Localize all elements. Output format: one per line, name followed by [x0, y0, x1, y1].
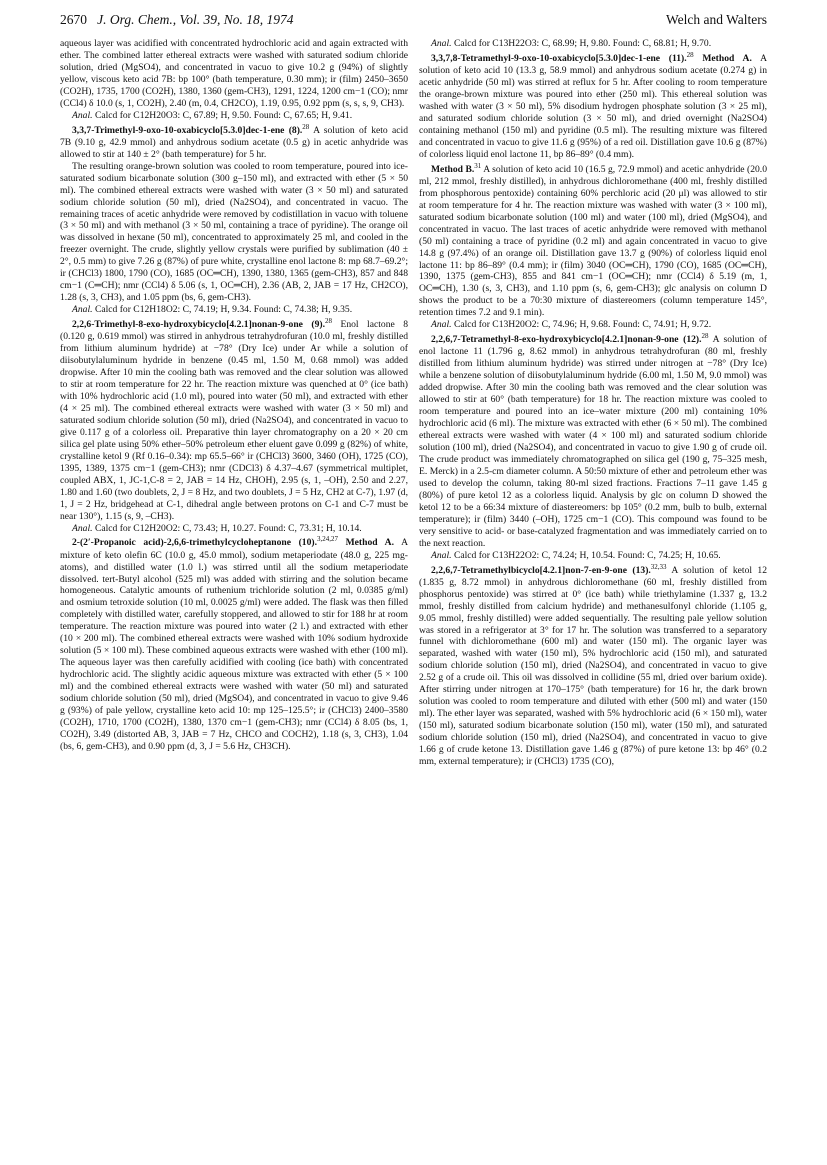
- paragraph-text: Calcd for C13H22O3: C, 68.99; H, 9.80. Found: C, 68.81; H, 9.70.: [453, 38, 712, 49]
- method-paragraph: [419, 161, 767, 320]
- analysis-paragraph: [419, 319, 767, 331]
- compound-paragraph: [60, 534, 408, 752]
- paragraph-text: aqueous layer was acidified with concentrated hydrochloric acid and again extracted with ether. The combined latter ethereal extracts were washed with saturated sodium chloride solution, dried (MgSO4), and concentrated in vacuo to give 10.2 g (94%) of slightly yellow, viscous keto acid 7B: bp 100° (bath temperature, 0.30 mm); ir (film) 2450–3650 (CO2H), 1735, 1700 (CO2H), 1380, 1360 (gem-CH3), 1291, 1224, 1200 cm−1 (CO); nmr (CCl4) δ 10.0 (s, 1, CO2H), 2.40 (m, 0.4, CH2CO), 1.19, 0.95, 0.92 ppm (s, s, s, 9, CH3).: [60, 38, 408, 109]
- compound-name: 2,2,6,7-Tetramethylbicyclo[4.2.1]non-7-en-9-one (13).: [431, 564, 651, 576]
- analysis-label: Anal.: [72, 109, 93, 121]
- page-number: 2670: [60, 12, 87, 27]
- compound-paragraph: [419, 50, 767, 161]
- analysis-paragraph: [60, 523, 408, 535]
- paragraph-text: Calcd for C13H22O2: C, 74.24; H, 10.54. Found: C, 74.25; H, 10.65.: [453, 549, 721, 561]
- paragraph-text: The resulting orange-brown solution was cooled to room temperature, poured into ice-saturated sodium bicarbonate solution (300 g–150 ml), and extracted with ether (5 × 50 ml). The combined ethereal extracts were washed with water (3 × 50 ml) and saturated sodium chloride solution (50 ml), dried (Na2SO4), and concentrated in vacuo. The remaining traces of acetic anhydride were removed by codistillation in vacuo with toluene (3 × 50 ml) and with methanol (3 × 50 ml, containing a trace of pyridine). The orange oil was dissolved in hexane (50 ml), concentrated to approximately 25 ml, and cooled in the freezer overnight. The crude, slightly yellow crystals were purified by sublimation (40 ± 2°, 0.5 mm) to give 7.26 g (87%) of pure white, crystalline enol lactone 8: mp 68.7–69.2°; ir (CHCl3) 1800, 1790 (CO), 1685 (OC═CH), 1390, 1380, 1365 (gem-CH3), 857 and 848 cm−1 (C═CH); nmr (CCl4) δ 5.06 (s, 1, OC═CH), 2.36 (AB, 2, JAB = 17 Hz, CH2CO), 1.28 (s, 3, CH3), and 1.05 ppm (bs, 6, gem-CH3).: [60, 160, 408, 304]
- analysis-label: Anal.: [72, 522, 93, 534]
- reference-superscript: 31: [474, 161, 482, 170]
- reference-superscript: 28: [302, 122, 310, 131]
- header-authors: Welch and Walters: [665, 12, 767, 27]
- analysis-paragraph: [60, 110, 408, 122]
- reference-superscript: 32,33: [650, 562, 667, 571]
- paragraph-text: A solution of keto acid 7B (9.10 g, 42.9 mmol) and anhydrous sodium acetate (0.5 g) in acetic anhydride was allowed to stir at 140 ± 2° (bath temperature) for 5 hr.: [60, 124, 408, 160]
- right-column: [419, 38, 767, 768]
- compound-paragraph: [60, 316, 408, 522]
- left-column: [60, 38, 408, 753]
- method-label: Method B.: [431, 163, 475, 175]
- journal-name: J. Org. Chem.,: [97, 12, 177, 27]
- analysis-paragraph: [60, 304, 408, 316]
- method-label: Method A.: [345, 537, 394, 549]
- analysis-label: Anal.: [431, 549, 452, 561]
- journal-volume: Vol. 39, No. 18, 1974: [179, 12, 294, 27]
- compound-name: 2,2,6-Trimethyl-8-exo-hydroxybicyclo[4.2.1]nonan-9-one (9).: [72, 319, 325, 331]
- paragraph-text: A solution of ketol 12 (1.835 g, 8.72 mmol) in anhydrous dichloromethane (60 ml, freshly distilled from phosphorus pentoxide) was stirred at 0° (ice bath) while triethylamine (1.337 g, 13.2 mmol, freshly distilled from calcium hydride) and methanesulfonyl chloride (1.105 g, 9.05 mmol, freshly distilled) were added sequentially. The resulting pale yellow solution was stored in a refrigerator at 3° for 17 hr. The solution was transferred to a separatory funnel with dichloromethane (600 ml) and water (150 ml). The organic layer was separated, washed with water (150 ml), 5% hydrochloric acid (150 ml), and saturated sodium chloride solution (150 ml), dried (Na2SO4), and concentrated in vacuo to give 2.52 g of a crude oil. This oil was dissolved in collidine (55 ml, dried over barium oxide). After stirring under nitrogen at 170–175° (bath temperature) for 16 hr, the dark brown solution was cooled to room temperature and diluted with ether (500 ml) and water (150 ml). The ether layer was separated, washed with 5% hydrochloric acid (6 × 150 ml), water (150 ml), saturated sodium bicarbonate solution (150 ml), water (150 ml), and saturated sodium chloride solution (150 ml), dried (Na2SO4), and concentrated in vacuo to give 1.66 g of crude ketone 13. Distillation gave 1.46 g (87%) of pure ketone 13: bp 46° (0.2 mm, external temperature); ir (CHCl3) 1735 (CO),: [419, 564, 768, 767]
- paragraph-text: Enol lactone 8 (0.120 g, 0.619 mmol) was stirred in anhydrous tetrahydrofuran (10.0 ml, freshly distilled from lithium aluminum hydride) at −78° (Dry Ice) under Ar while a solution of diisobutylaluminum hydride in benzene (0.45 ml, 1.50 M, 0.68 mmol) was added dropwise. After 10 min the cooling bath was removed and the clear solution was allowed to stir at room temperature for 22 hr. The reaction mixture was quenched at 0° (ice bath) with 10% hydrochloric acid (1.0 ml), poured into water (50 ml), and extracted with ether (4 × 25 ml). The combined ethereal extracts were washed with water (3 × 50 ml) and saturated sodium chloride solution (50 ml), dried (Na2SO4), and concentrated in vacuo to give 0.117 g of a colorless oil. Preparative thin layer chromatography on a 20 × 20 cm silica gel plate using 50% ether–50% petroleum ether eluent gave 0.099 g (82%) of white, crystalline ketol 9 (Rf 0.16–0.34): mp 65.5–66° ir (CHCl3) 3600, 3460 (OH), 1725 (CO), 1395, 1389, 1375 cm−1 (gem-CH3); nmr (CDCl3) δ 4.37–4.67 (symmetrical multiplet, coupled ABX, 1, JC-1,C-8 = 2, JAB = 14 Hz, CHOH), 2.95 (s, 1, –OH), 2.50 and 2.27, 1.80 and 1.60 (two doublets, 2, J = 8 Hz, and two doublets, J = 5 Hz, CH2 at C-7), 1.97 (d, 1, J = 2 Hz, bridgehead at C-1, dihedral angle between protons on C-1 and C-7 must be near 130°), 1.15 (s, 9, –CH3).: [60, 319, 408, 522]
- paragraph-text: A solution of keto acid 10 (16.5 g, 72.9 mmol) and acetic anhydride (20.0 ml, 212 mmol, freshly distilled), in anhydrous dichloromethane (400 ml, freshly distilled from phosphorous pentoxide) containing 60% perchloric acid (20 μl) was allowed to stir at room temperature for 4 hr. The reaction mixture was washed with water (3 × 100 ml), saturated sodium bicarbonate solution (100 ml) and water (100 ml), dried (MgSO4), and concentrated in vacuo. The last traces of acetic anhydride were removed with methanol (50 ml) containing a trace of pyridine (0.2 ml) and again concentrated in vacuo to give 14.8 g (97.4%) of an orange oil. Distillation gave 13.7 g (90%) of colorless liquid enol lactone 11: bp 86–89° (0.4 mm); ir (film) 3040 (OC═CH), 1790 (CO), 1685 (OC═CH), 1390, 1375 (gem-CH3), 855 and 841 cm−1 (OC═CH); nmr (CCl4) δ 5.19 (m, 1, OC═CH), 1.30 (s, 3, CH3), and 1.10 ppm (s, 6, gem-CH3); glc analysis on column D shows the product to be a 70:30 mixture of diastereomers (column temperature 145°, retention times 7.2 and 9.1 min).: [419, 163, 768, 319]
- reference-superscript: 28: [701, 332, 709, 341]
- analysis-label: Anal.: [431, 319, 452, 331]
- reference-superscript: 28: [325, 317, 332, 326]
- compound-paragraph: [419, 331, 767, 549]
- compound-name: 2,2,6,7-Tetramethyl-8-exo-hydroxybicyclo[4.2.1]nonan-9-one (12).: [431, 334, 702, 346]
- compound-name: 2-(2′-Propanoic acid)-2,6,6-trimethylcycloheptanone (10).: [72, 537, 317, 549]
- analysis-label: Anal.: [431, 38, 452, 49]
- analysis-paragraph: [419, 550, 767, 562]
- page-header: [60, 12, 767, 32]
- compound-name: 3,3,7,8-Tetramethyl-9-oxo-10-oxabicyclo[5.3.0]dec-1-ene (11).: [431, 53, 687, 65]
- paragraph-text: Calcd for C12H20O2: C, 73.43; H, 10.27. Found: C, 73.31; H, 10.14.: [94, 522, 362, 534]
- analysis-label: Anal.: [72, 304, 93, 316]
- analysis-paragraph: [419, 38, 767, 50]
- body-paragraph: [60, 38, 408, 110]
- header-citation: [60, 12, 294, 28]
- paragraph-text: A mixture of keto olefin 6C (10.0 g, 45.0 mmol), sodium metaperiodate (48.0 g, 225 mg-atoms), and distilled water (1.0 l.) was stirred until all the sodium metaperiodate dissolved. tert-Butyl alcohol (525 ml) was added with stirring and the solution became homogeneous. Catalytic amounts of ruthenium trichloride solution (2 ml, 0.0385 g/ml) and osmium tetroxide solution (10 ml, 0.0025 g/ml) were added. The flask was then filled completely with distilled water, carefully stoppered, and allowed to stir for 188 hr at room temperature. The reaction mixture was poured into water (2 l.) and extracted with ether (10 × 200 ml). The combined ethereal extracts were washed with 10% sodium hydroxide solution (5 × 100 ml). These combined aqueous extracts were washed with ether (100 ml). The aqueous layer was then carefully acidified with cooling (ice bath) with concentrated hydrochloric acid. The slightly acidic aqueous mixture was extracted with ether (5 × 100 ml) and the combined ethereal extracts were washed with water (50 ml) and saturated sodium chloride solution (50 ml), dried (MgSO4), and concentrated in vacuo to give 9.46 g (93%) of pale yellow, crystalline keto acid 10: mp 125–125.5°; ir (CHCl3) 2400–3580 (CO2H), 1710, 1700 (CO2H), 1380, 1370 cm−1 (gem-CH3); nmr (CCl4) δ 8.05 (bs, 1, CO2H), 3.49 (distorted AB, 3, JAB = 7 Hz, CHCO and COCH2), 1.18 (s, 3, CH3), 1.04 (bs, 6, gem-CH3), and 0.90 ppm (d, 3, J = 5.6 Hz, CH3CH).: [60, 537, 408, 752]
- compound-paragraph: [419, 562, 767, 768]
- paragraph-text: Calcd for C12H18O2: C, 74.19; H, 9.34. Found: C, 74.38; H, 9.35.: [94, 304, 353, 316]
- paragraph-text: Calcd for C12H20O3: C, 67.89; H, 9.50. Found: C, 67.65; H, 9.41.: [94, 109, 353, 121]
- reference-superscript: 28: [686, 50, 694, 59]
- reference-superscript: 3,24,27: [317, 535, 338, 544]
- paragraph-text: Calcd for C13H20O2: C, 74.96; H, 9.68. Found: C, 74.91; H, 9.72.: [453, 319, 712, 331]
- compound-paragraph: [60, 122, 408, 161]
- paragraph-text: A solution of keto acid 10 (13.3 g, 58.9 mmol) and anhydrous sodium acetate (0.274 g) in acetic anhydride (50 ml) was stirred at reflux for 5 hr. After cooling to room temperature the orange-brown mixture was poured into ether (250 ml). This ethereal solution was washed with water (3 × 50 ml), 5% disodium hydrogen phosphate solution (3 × 25 ml), and saturated sodium chloride solution (3 × 50 ml), and dried overnight (Na2SO4) containing methanol (150 ml) and pyridine (0.5 ml). The resulting mixture was filtered and concentrated in vacuo to give 11.6 g (95%) of a red oil. Distillation gave 10.6 g (87%) of colorless liquid enol lactone 11, bp 86–89° (0.4 mm).: [419, 53, 767, 160]
- compound-name: 3,3,7-Trimethyl-9-oxo-10-oxabicyclo[5.3.0]dec-1-ene (8).: [72, 124, 303, 136]
- paragraph-text: A solution of enol lactone 11 (1.796 g, 8.62 mmol) in anhydrous tetrahydrofuran (80 ml, freshly distilled from lithium aluminum hydride) was stirred under nitrogen at −78° (Dry Ice) while a benzene solution of diisobutylaluminum hydride (6.00 ml, 1.50 M, 9.0 mmol) was added dropwise. After 30 min the cooling bath was removed and the clear solution was allowed to stir at 60° (bath temperature) for 18 hr. The reaction mixture was cooled to room temperature and poured into an ice–water mixture (200 ml) containing 10% hydrochloric acid (6 ml). The mixture was extracted with ether (6 × 50 ml). The combined ethereal extracts were washed with water (4 × 100 ml) and saturated sodium chloride solution (100 ml), dried (Na2SO4), and concentrated in vacuo to give 1.90 g of crude oil. The crude product was immediately chromatographed on silica gel (190 g, 75–325 mesh, E. Merck) in a 2.5-cm diameter column. A 50:50 mixture of ether and petroleum ether was used to develop the column, taking 80-ml sized fractions. Fractions 7–11 gave 1.45 g (80%) of pure ketol 12 as a colorless liquid. Analysis by glc on column D showed the ketol 12 to be a 66:34 mixture of diastereomers: bp 105° (0.2 mm, bulb to bulb, external temperature); ir (film) 3440 (–OH), 1725 cm−1 (CO). This compound was found to be very sensitive to acid- or base-catalyzed fragmentation and was immediately carried on to the next reaction.: [419, 334, 768, 549]
- method-label: Method A.: [702, 53, 752, 65]
- body-paragraph: [60, 161, 408, 304]
